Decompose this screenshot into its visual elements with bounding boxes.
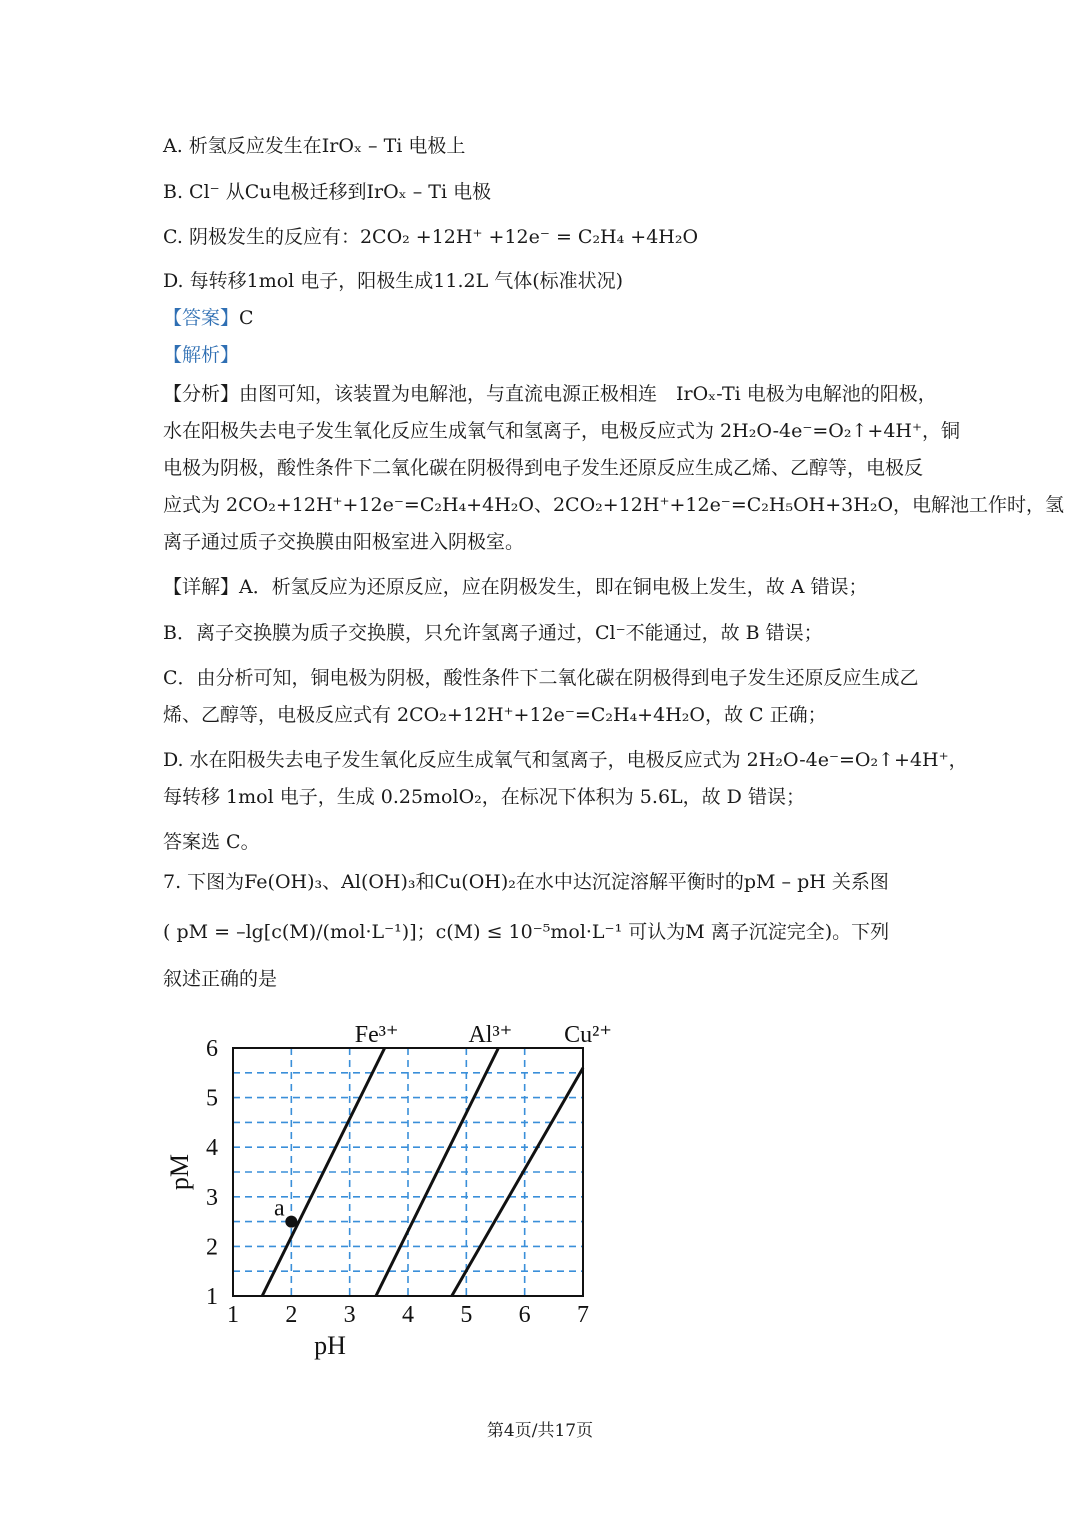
y-tick-label: 5 xyxy=(206,1085,218,1112)
question7-line: ( pM = –lg[c(M)/(mol·L⁻¹)]；c(M) ≤ 10⁻⁵mol·L⁻¹ 可认为M 离子沉淀完全)。下列 xyxy=(163,921,890,943)
x-axis-label: pH xyxy=(314,1331,346,1360)
x-tick-label: 3 xyxy=(343,1302,356,1328)
point-a-label: a xyxy=(274,1195,285,1222)
analysis-line: 应式为 2CO₂+12H⁺+12e⁻=C₂H₄+4H₂O、2CO₂+12H⁺+12e⁻=C₂H₅OH+3H₂O，电解池工作时，氢 xyxy=(163,494,1065,516)
detail-line: B．离子交换膜为质子交换膜，只允许氢离子通过，Cl⁻不能通过，故 B 错误； xyxy=(163,622,823,644)
answer-value: C xyxy=(239,307,254,329)
detail-line: C．由分析可知，铜电极为阴极，酸性条件下二氧化碳在阴极得到电子发生还原反应生成乙 xyxy=(163,667,919,689)
detail-line: 烯、乙醇等，电极反应式有 2CO₂+12H⁺+12e⁻=C₂H₄+4H₂O，故 C 正确； xyxy=(163,704,827,726)
detail-line: 【详解】A．析氢反应为还原反应，应在阴极发生，即在铜电极上发生，故 A 错误； xyxy=(163,576,868,598)
x-tick-label: 5 xyxy=(460,1302,473,1328)
x-tick-label: 6 xyxy=(518,1302,531,1328)
detail-line: 答案选 C。 xyxy=(163,831,260,853)
question7-line: 叙述正确的是 xyxy=(163,968,278,990)
x-tick-label: 4 xyxy=(402,1302,414,1328)
analysis-line: 水在阳极失去电子发生氧化反应生成氧气和氢离子，电极反应式为 2H₂O-4e⁻=O₂↑+4H⁺，铜 xyxy=(163,420,961,442)
answer-label: 【答案】 xyxy=(163,307,240,329)
y-tick-label: 4 xyxy=(206,1135,218,1162)
analysis-line: 电极为阴极，酸性条件下二氧化碳在阴极得到电子发生还原反应生成乙烯、乙醇等，电极反 xyxy=(163,457,924,479)
option-a: A. 析氢反应发生在IrOₓ – Ti 电极上 xyxy=(163,135,466,157)
series-label: Al³⁺ xyxy=(468,1022,513,1048)
question7-line: 7. 下图为Fe(OH)₃、Al(OH)₃和Cu(OH)₂在水中达沉淀溶解平衡时的pM – pH 关系图 xyxy=(163,871,889,893)
analysis-line: 【分析】由图可知，该装置为电解池，与直流电源正极相连 IrOₓ-Ti 电极为电解池的阳极， xyxy=(163,383,937,405)
analysis-heading: 【解析】 xyxy=(163,344,240,366)
y-tick-label: 1 xyxy=(206,1284,218,1310)
y-tick-label: 6 xyxy=(206,1036,218,1062)
series-label: Cu²⁺ xyxy=(564,1022,612,1048)
answer-line xyxy=(163,304,254,332)
option-c: C. 阴极发生的反应有：2CO₂ +12H⁺ +12e⁻ = C₂H₄ +4H₂O xyxy=(163,226,699,248)
option-b: B. Cl⁻ 从Cu电极迁移到IrOₓ – Ti 电极 xyxy=(163,181,492,203)
page-footer: 第4页/共17页 xyxy=(486,1421,594,1441)
series-label: Fe³⁺ xyxy=(354,1022,399,1048)
point-a-marker xyxy=(285,1216,297,1228)
x-tick-label: 2 xyxy=(285,1302,298,1328)
ph-pm-chart xyxy=(150,1008,650,1368)
y-tick-label: 3 xyxy=(206,1184,218,1211)
analysis-line: 离子通过质子交换膜由阳极室进入阴极室。 xyxy=(163,531,525,553)
y-tick-label: 2 xyxy=(206,1234,218,1261)
option-d: D. 每转移1mol 电子，阳极生成11.2L 气体(标准状况) xyxy=(163,270,624,292)
y-axis-label: pM xyxy=(165,1153,194,1191)
detail-line: D. 水在阳极失去电子发生氧化反应生成氧气和氢离子，电极反应式为 2H₂O-4e⁻=O₂↑+4H⁺， xyxy=(163,749,968,771)
x-tick-label: 1 xyxy=(227,1302,239,1328)
detail-line: 每转移 1mol 电子，生成 0.25molO₂，在标况下体积为 5.6L，故 D 错误； xyxy=(163,786,805,808)
x-tick-label: 7 xyxy=(577,1302,589,1328)
